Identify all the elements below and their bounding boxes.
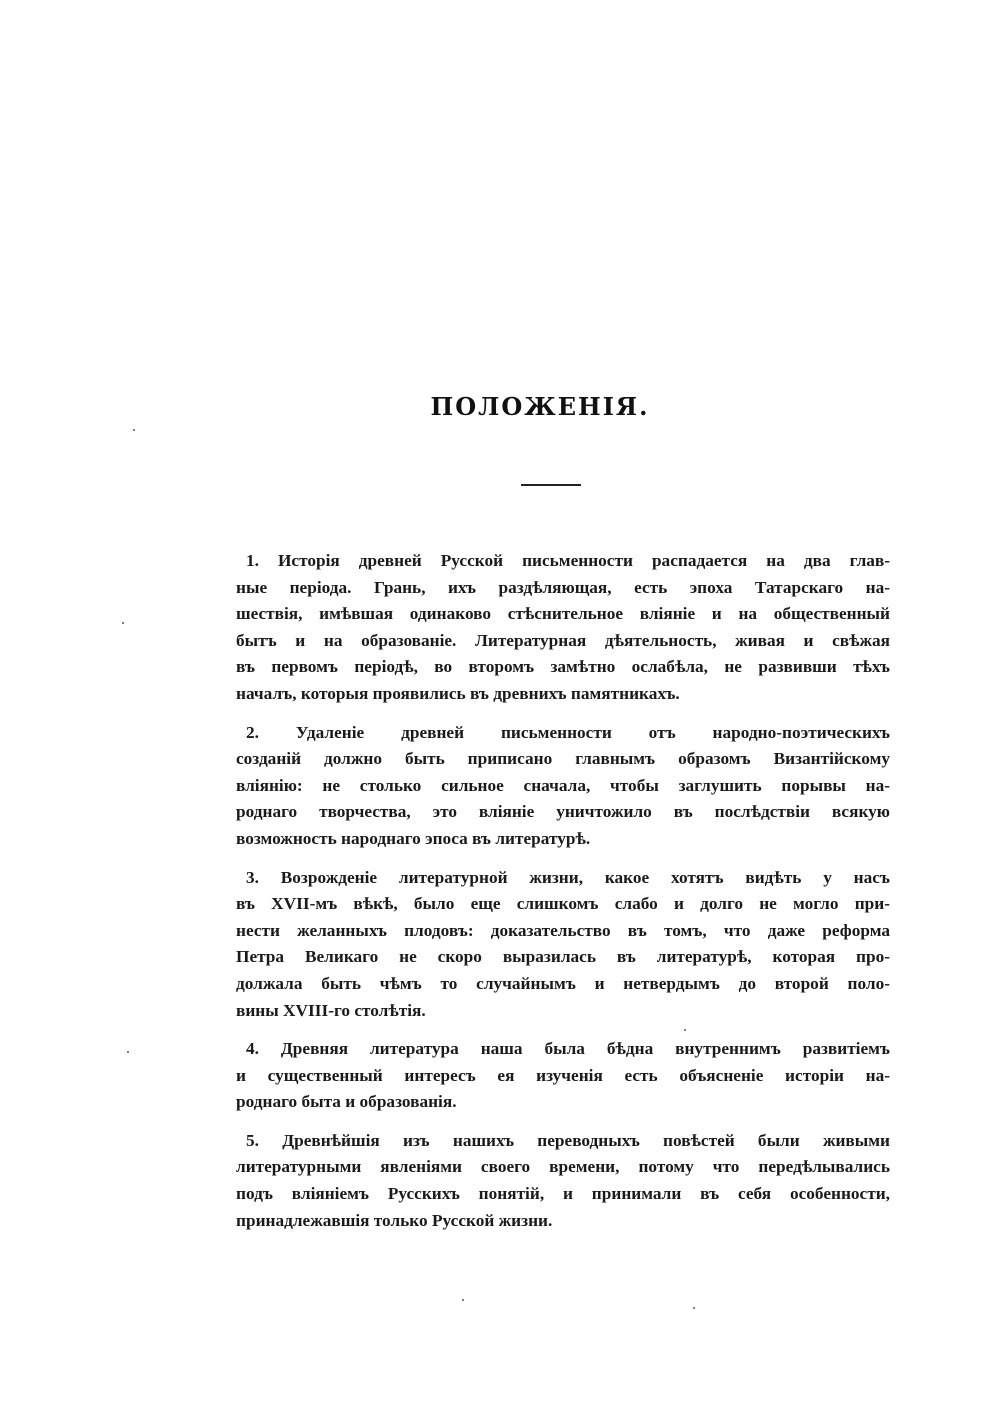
thesis-4 bbox=[236, 1036, 890, 1116]
scan-speck bbox=[133, 429, 135, 431]
text-line: подъ вліяніемъ Русскихъ понятій, и принимали въ себя особенности, bbox=[236, 1184, 890, 1204]
text-line: шествія, имѣвшая одинаково стѣснительное вліяніе и на общественный bbox=[236, 604, 890, 624]
text-line: началъ, которыя проявились въ древнихъ памятникахъ. bbox=[236, 683, 680, 703]
text-line: ные періода. Грань, ихъ раздѣляющая, есть эпоха Татарскаго на- bbox=[236, 577, 890, 597]
thesis-3 bbox=[236, 865, 890, 1025]
text-line: въ XVII-мъ вѣкѣ, было еще слишкомъ слабо и долго не могло при- bbox=[236, 894, 890, 914]
thesis-5 bbox=[236, 1128, 890, 1234]
page-title: ПОЛОЖЕНІЯ. bbox=[430, 392, 650, 421]
text-line: нести желанныхъ плодовъ: доказательство въ томъ, что даже реформа bbox=[236, 920, 890, 940]
scan-speck bbox=[122, 622, 124, 624]
text-line: 5. Древнѣйшія изъ нашихъ переводныхъ повѣстей были живыми bbox=[246, 1130, 890, 1150]
text-line: и существенный интересъ ея изученія есть объясненіе исторіи на- bbox=[236, 1065, 890, 1085]
text-line: созданій должно быть приписано главнымъ образомъ Византійскому bbox=[236, 749, 890, 769]
thesis-1 bbox=[236, 548, 890, 708]
text-line: бытъ и на образованіе. Литературная дѣятельность, живая и свѣжая bbox=[236, 630, 890, 650]
scan-speck bbox=[127, 1051, 129, 1053]
text-line: вины XVIII-го столѣтія. bbox=[236, 1000, 426, 1020]
text-line: въ первомъ періодѣ, во второмъ замѣтно ослабѣла, не развивши тѣхъ bbox=[236, 657, 890, 677]
text-line: 4. Древняя литература наша была бѣдна внутреннимъ развитіемъ bbox=[246, 1039, 890, 1059]
scan-speck bbox=[693, 1307, 695, 1309]
title-divider bbox=[521, 484, 581, 486]
thesis-2 bbox=[236, 720, 890, 853]
text-line: возможность народнаго эпоса въ литературѣ. bbox=[236, 828, 591, 848]
text-line: 2. Удаленіе древней письменности отъ народно-поэтическихъ bbox=[246, 722, 890, 742]
theses-list bbox=[236, 548, 890, 1246]
scan-speck bbox=[462, 1299, 464, 1301]
text-line: вліянію: не столько сильное сначала, чтобы заглушить порывы на- bbox=[236, 775, 890, 795]
text-line: должала быть чѣмъ то случайнымъ и нетвердымъ до второй поло- bbox=[236, 973, 890, 993]
text-line: роднаго творчества, это вліяніе уничтожило въ послѣдствіи всякую bbox=[236, 802, 890, 822]
text-line: 3. Возрожденіе литературной жизни, какое хотятъ видѣть у насъ bbox=[246, 867, 890, 887]
text-line: 1. Исторія древней Русской письменности распадается на два глав- bbox=[246, 551, 890, 570]
scan-speck bbox=[684, 1029, 686, 1031]
text-line: литературными явленіями своего времени, потому что передѣлывались bbox=[236, 1157, 890, 1177]
text-line: роднаго быта и образованія. bbox=[236, 1092, 457, 1112]
text-line: принадлежавшія только Русской жизни. bbox=[236, 1210, 553, 1230]
text-line: Петра Великаго не скоро выразилась въ литературѣ, которая про- bbox=[236, 947, 890, 967]
